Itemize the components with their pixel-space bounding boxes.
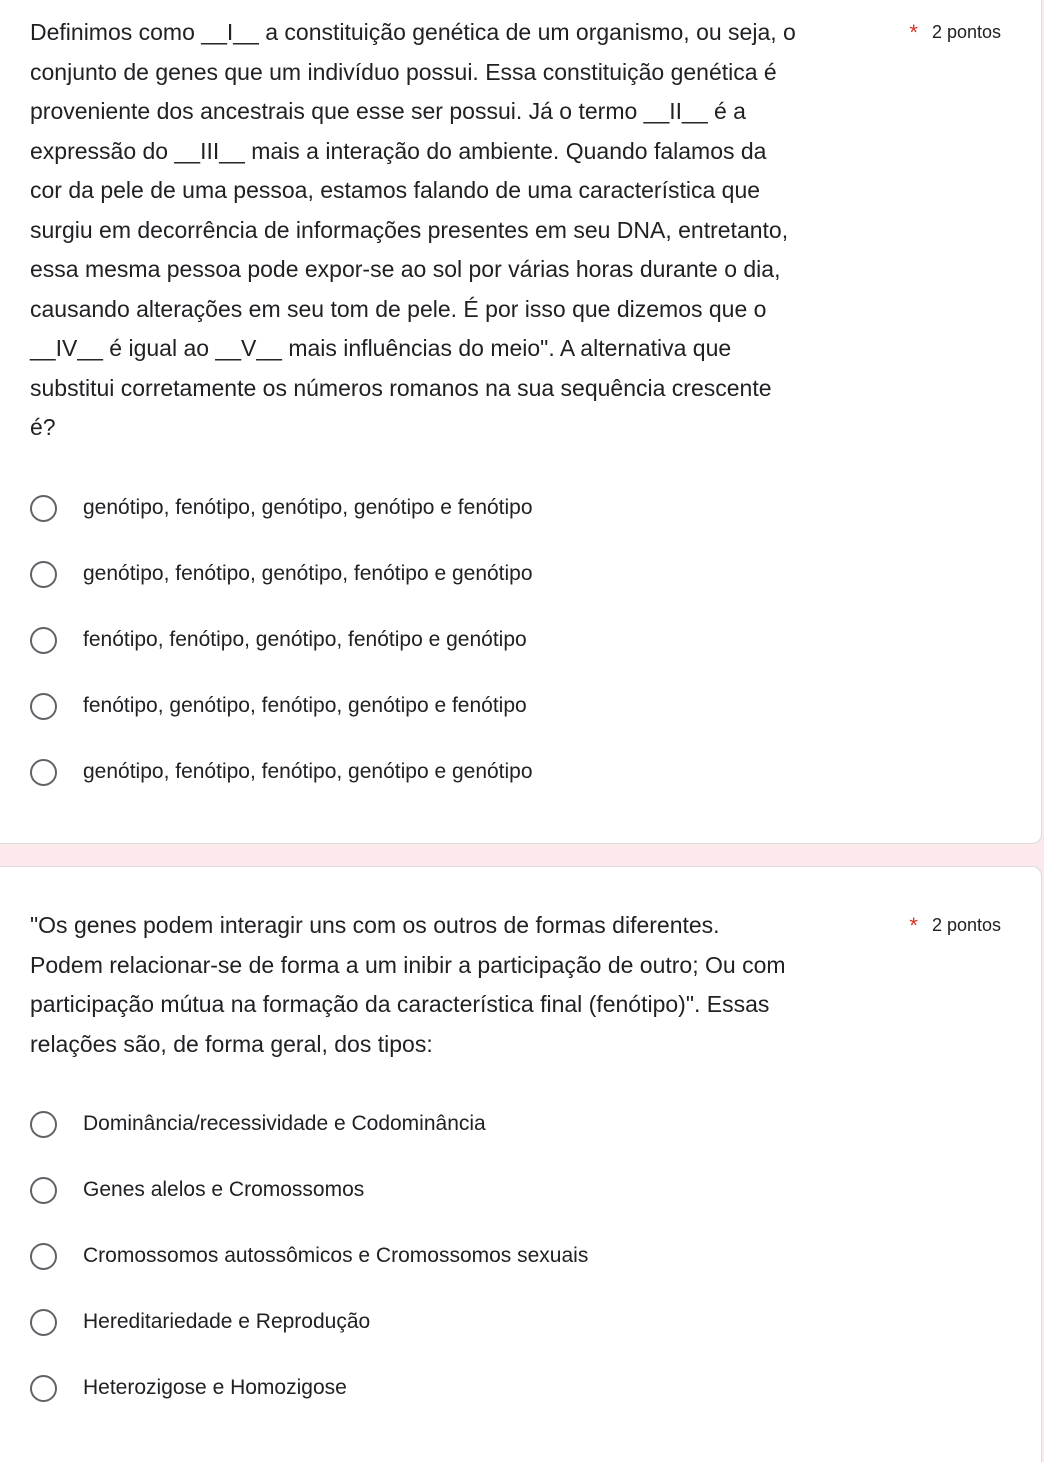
option-label: genótipo, fenótipo, genótipo, genótipo e fenótipo bbox=[83, 496, 533, 519]
option-radio[interactable] bbox=[30, 1104, 486, 1144]
option-label: Hereditariedade e Reprodução bbox=[83, 1310, 371, 1333]
option-radio[interactable] bbox=[30, 1236, 588, 1276]
option-label: fenótipo, fenótipo, genótipo, fenótipo e genótipo bbox=[83, 628, 527, 651]
radio-circle-icon[interactable] bbox=[30, 759, 57, 786]
points-label: * 2 pontos bbox=[909, 913, 1001, 938]
option-label: Dominância/recessividade e Codominância bbox=[83, 1112, 486, 1135]
option-label: Heterozigose e Homozigose bbox=[83, 1376, 347, 1399]
question-card-2 bbox=[0, 866, 1042, 1462]
option-radio[interactable] bbox=[30, 488, 533, 528]
radio-circle-icon[interactable] bbox=[30, 1309, 57, 1336]
option-radio[interactable] bbox=[30, 752, 533, 792]
required-asterisk: * bbox=[909, 913, 918, 938]
option-radio[interactable] bbox=[30, 1302, 370, 1342]
option-radio[interactable] bbox=[30, 1170, 364, 1210]
radio-circle-icon[interactable] bbox=[30, 1375, 57, 1402]
radio-circle-icon[interactable] bbox=[30, 693, 57, 720]
option-radio[interactable] bbox=[30, 1368, 347, 1408]
option-label: Genes alelos e Cromossomos bbox=[83, 1178, 365, 1201]
radio-circle-icon[interactable] bbox=[30, 1243, 57, 1270]
radio-circle-icon[interactable] bbox=[30, 627, 57, 654]
question-text: Definimos como __I__ a constituição genética de um organismo, ou seja, o conjunto de genes que um indivíduo possui. Essa constituição genética é proveniente dos ancestrais que esse ser possui. Já o termo __II__ é a expressão do __III__ mais a interação do ambiente. Quando falamos da cor da pele de uma pessoa, estamos falando de uma característica que surgiu em decorrência de informações presentes em seu DNA, entretanto, essa mesma pessoa pode expor-se ao sol por várias horas durante o dia, causando alterações em seu tom de pele. É por isso que dizemos que o __IV__ é igual ao __V__ mais influências do meio". A alternativa que substitui corretamente os números romanos na sua sequência crescente é? bbox=[30, 19, 796, 440]
radio-circle-icon[interactable] bbox=[30, 1111, 57, 1138]
option-radio[interactable] bbox=[30, 620, 527, 660]
option-label: Cromossomos autossômicos e Cromossomos sexuais bbox=[83, 1244, 589, 1267]
option-label: genótipo, fenótipo, genótipo, fenótipo e genótipo bbox=[83, 562, 533, 585]
radio-circle-icon[interactable] bbox=[30, 561, 57, 588]
option-radio[interactable] bbox=[30, 554, 533, 594]
radio-circle-icon[interactable] bbox=[30, 495, 57, 522]
option-label: fenótipo, genótipo, fenótipo, genótipo e fenótipo bbox=[83, 694, 527, 717]
radio-circle-icon[interactable] bbox=[30, 1177, 57, 1204]
points-label: * 2 pontos bbox=[909, 20, 1001, 45]
question-text: "Os genes podem interagir uns com os outros de formas diferentes. Podem relacionar-se de forma a um inibir a participação de outro; Ou com participação mútua na formação da característica final (fenótipo)". Essas relações são, de forma geral, dos tipos: bbox=[30, 912, 786, 1057]
option-label: genótipo, fenótipo, fenótipo, genótipo e genótipo bbox=[83, 760, 533, 783]
required-asterisk: * bbox=[909, 20, 918, 45]
option-radio[interactable] bbox=[30, 686, 527, 726]
